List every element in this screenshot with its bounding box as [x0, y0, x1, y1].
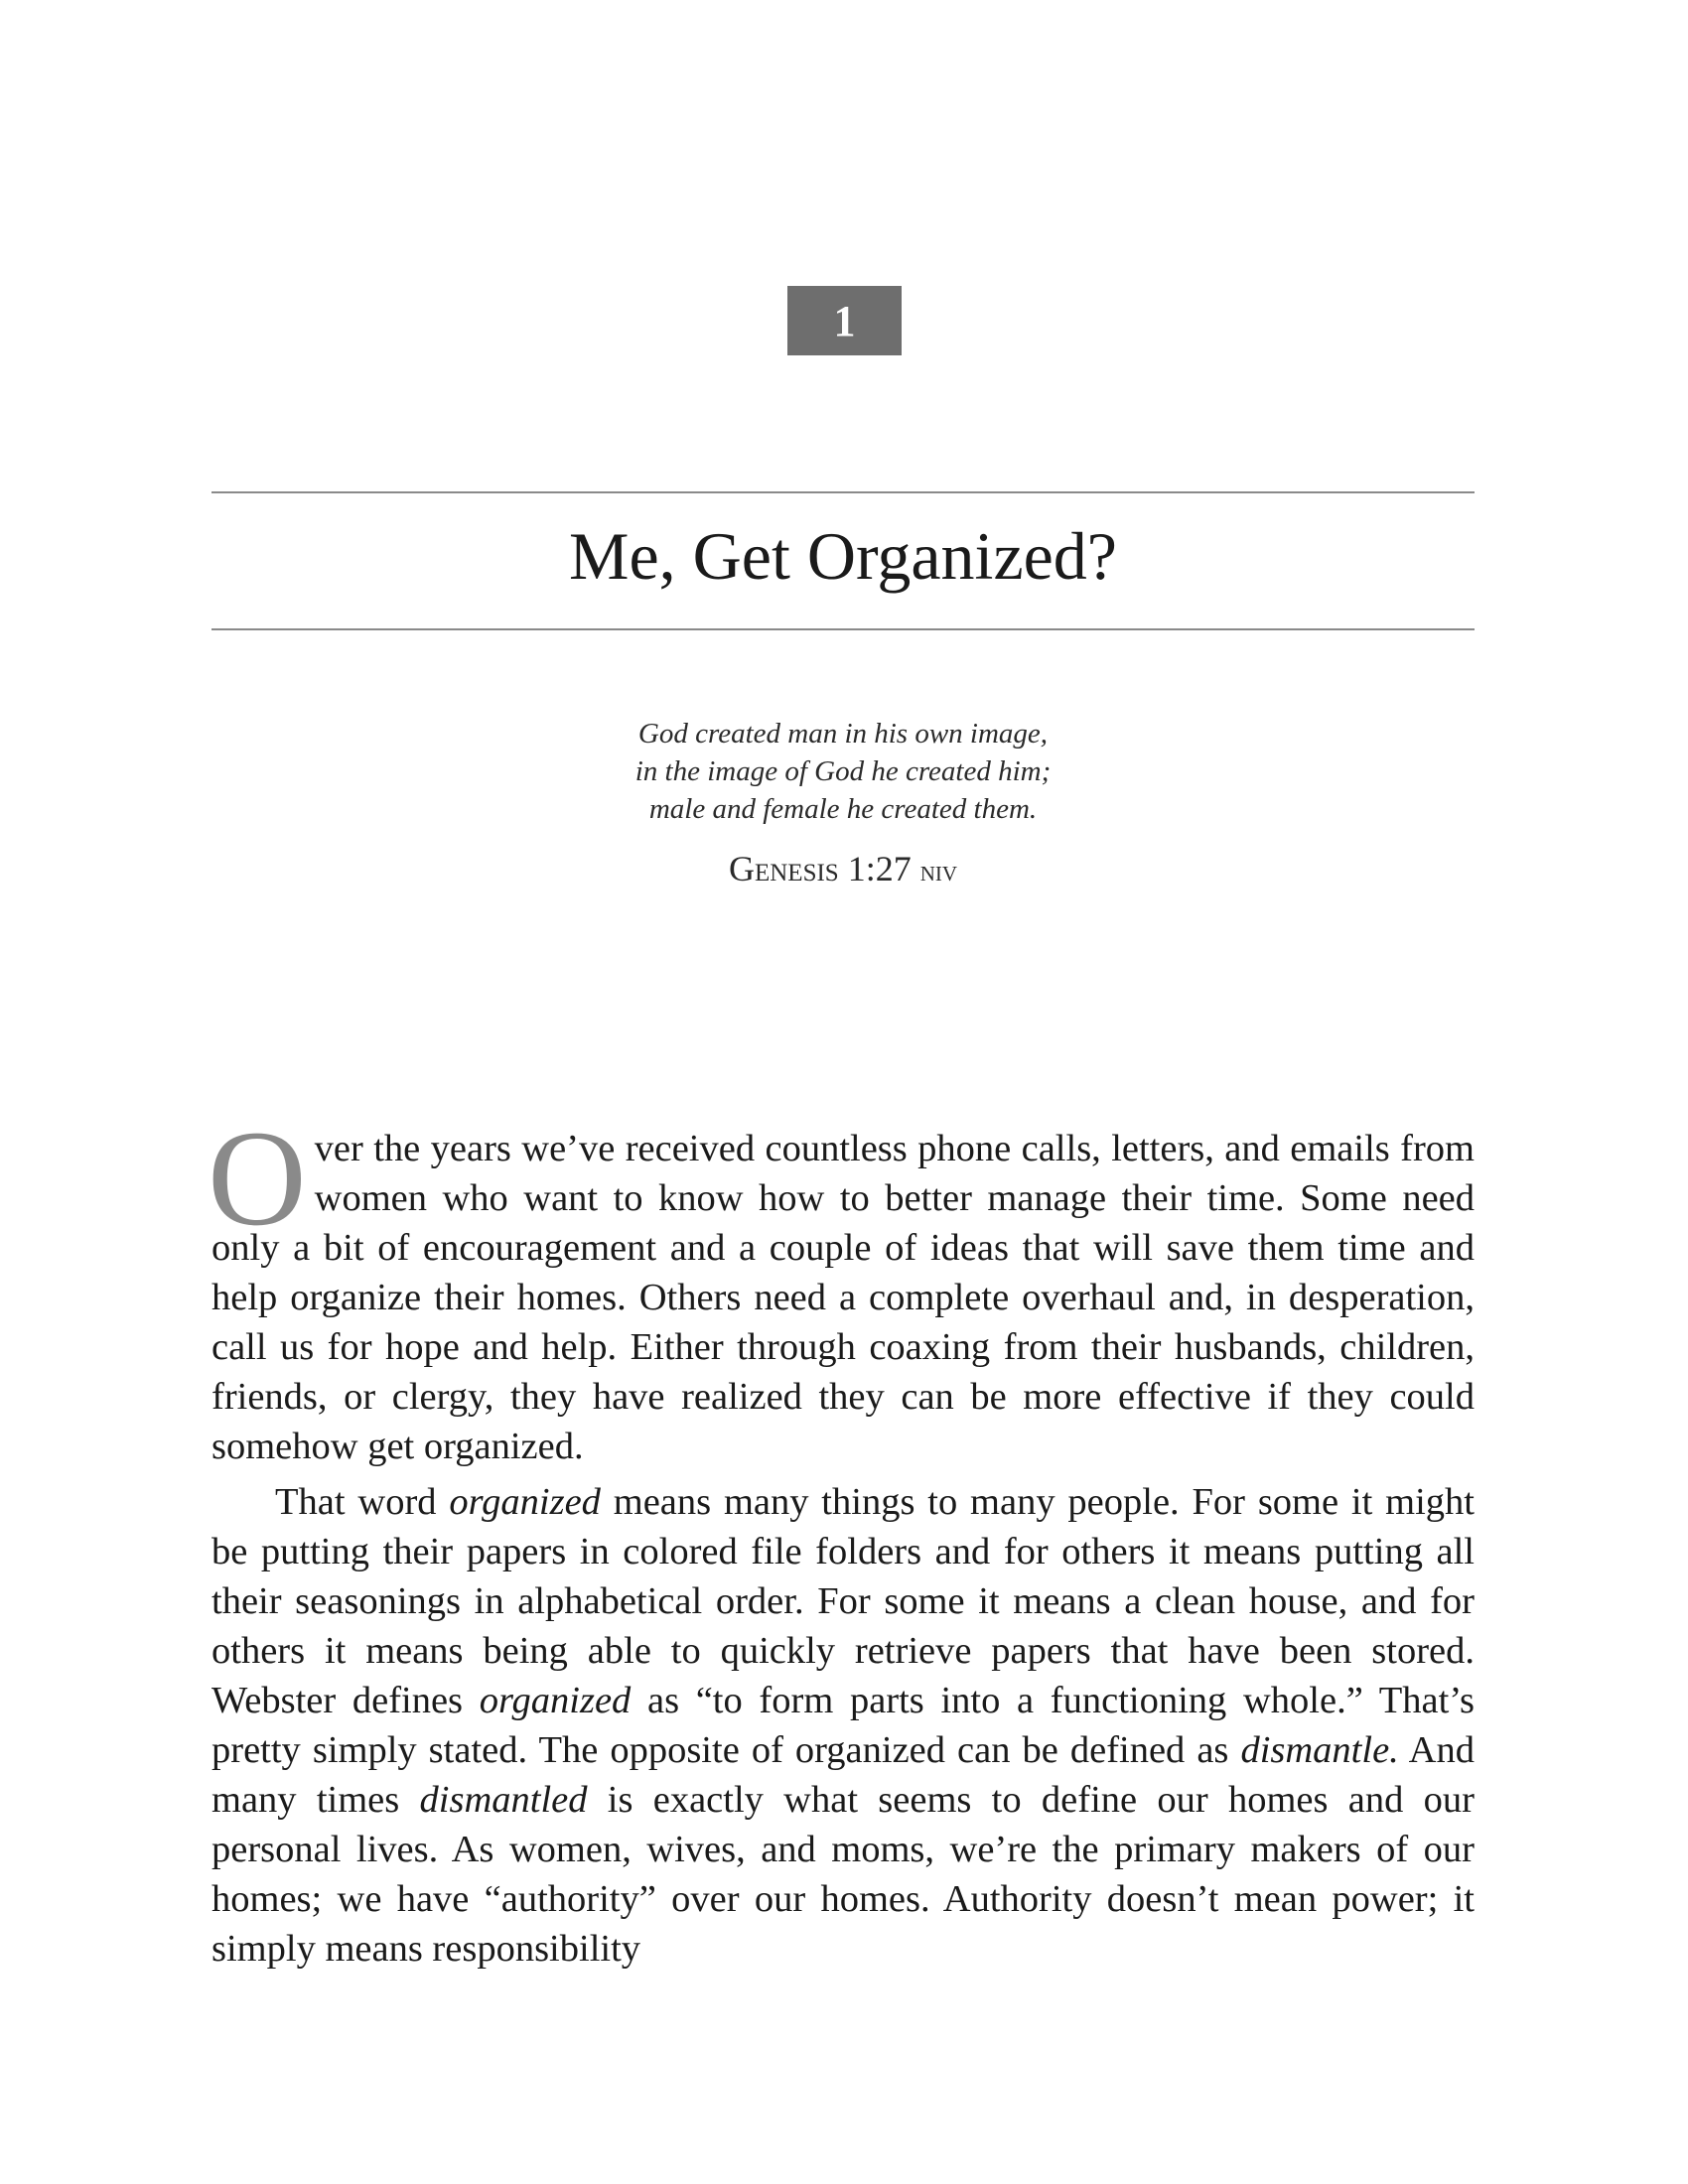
- title-rule-top: [211, 491, 1475, 493]
- paragraph: [211, 1477, 1475, 1974]
- paragraph-text: ver the years we’ve received countless phone calls, letters, and emails from women who want to know how to better manage their time. Some need only a bit of encouragement and a couple of ideas that will save them time and help organize their homes. Others need a complete overhaul and, in desperation, call us for hope and help. Either through coaxing from their husbands, children, friends, or clergy, they have realized they can be more effective if they could somehow get organized.: [211, 1128, 1475, 1467]
- emphasis: organized: [479, 1680, 632, 1721]
- epigraph-line: in the image of God he created him;: [634, 755, 1052, 787]
- drop-cap: O: [208, 1102, 307, 1254]
- citation-reference: Genesis 1:27: [728, 849, 912, 888]
- paragraph: [208, 1102, 1475, 1471]
- title-rule-bottom: [211, 628, 1475, 630]
- citation-version: niv: [919, 855, 958, 887]
- epigraph: [211, 715, 1475, 828]
- chapter-number: 1: [833, 296, 856, 345]
- chapter-title: Me, Get Organized?: [569, 518, 1117, 594]
- chapter-number-badge: [787, 286, 902, 355]
- emphasis: organized: [449, 1481, 601, 1523]
- text-run: And many times: [211, 1729, 1475, 1821]
- epigraph-citation: [211, 848, 1475, 889]
- epigraph-line: God created man in his own image,: [637, 718, 1049, 750]
- text-run: as “to form parts into a functioning whole.” That’s pretty simply stated. The opposite of organized can be defined as: [211, 1680, 1475, 1771]
- epigraph-line: male and female he created them.: [648, 793, 1038, 825]
- body-text: [208, 1102, 1475, 1974]
- text-run: That word: [275, 1481, 450, 1523]
- emphasis: dismantled: [419, 1779, 588, 1821]
- emphasis: dismantle.: [1240, 1729, 1399, 1771]
- text-run: is exactly what seems to define our homes and our personal lives. As women, wives, and moms, we’re the primary makers of our homes; we have “authority” over our homes. Authority doesn’t mean power; it simply means responsibility: [211, 1779, 1475, 1970]
- text-run: means many things to many people. For some it might be putting their papers in colored file folders and for others it means putting all their seasonings in alphabetical order. For some it means a clean house, and for others it means being able to quickly retrieve papers that have been stored. Webster defines: [211, 1481, 1475, 1721]
